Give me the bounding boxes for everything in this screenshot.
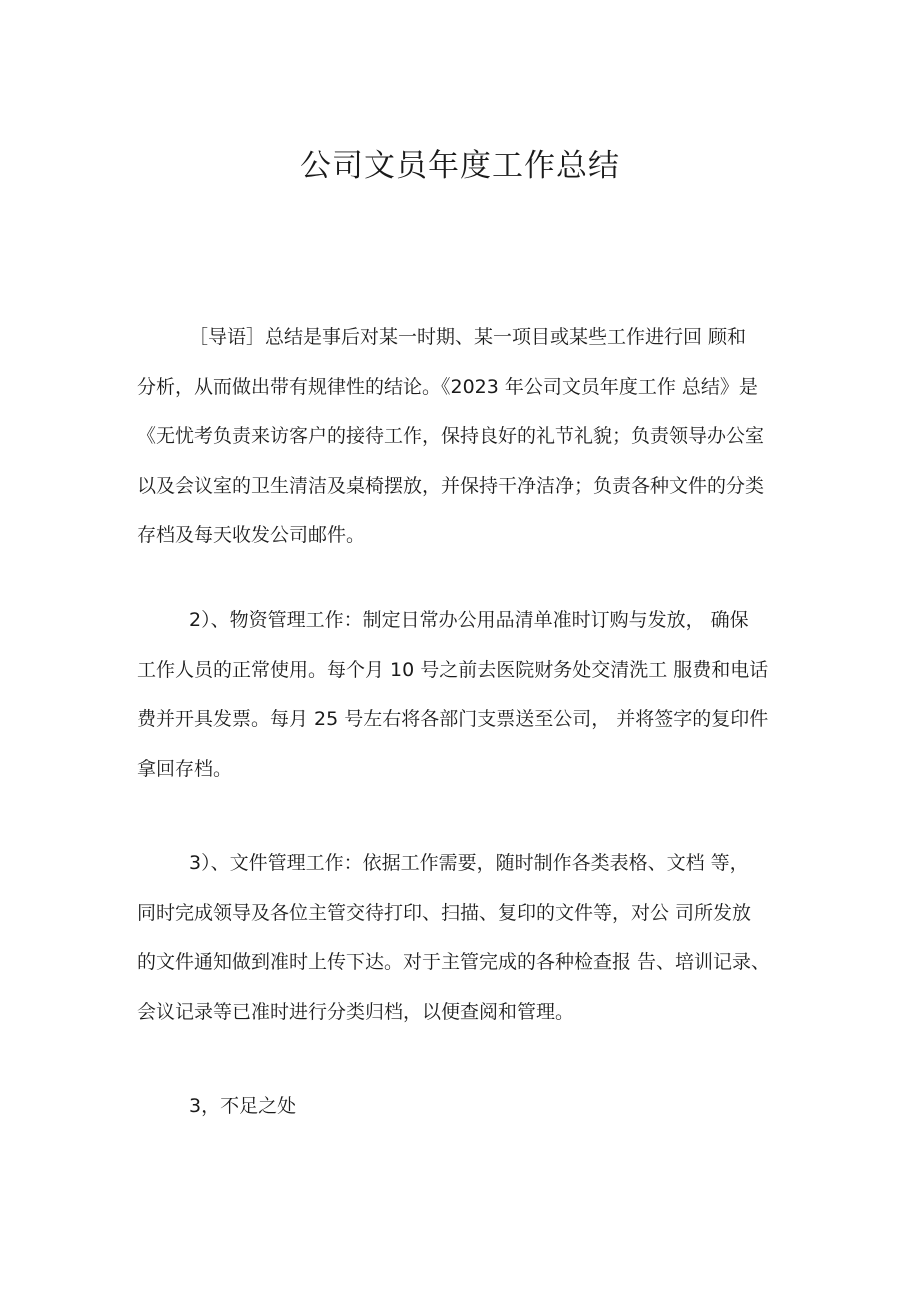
paragraph-line: 同时完成领导及各位主管交待打印、扫描、复印的文件等，对公 司所发放 <box>137 901 752 924</box>
paragraph-line: 费并开具发票。每月 25 号左右将各部门支票送至公司， 并将签字的复印件 <box>137 708 769 730</box>
paragraph-shortcomings <box>137 1082 802 1132</box>
paragraph-intro <box>137 313 802 561</box>
paragraph-documents <box>137 839 802 1037</box>
paragraph-materials <box>137 596 802 794</box>
paragraph-line: 3）、文件管理工作：依据工作需要，随时制作各类表格、文档 等， <box>189 852 749 874</box>
paragraph-line: 存档及每天收发公司邮件。 <box>137 524 366 546</box>
paragraph-line: 分析，从而做出带有规律性的结论。《2023 年公司文员年度工作 总结》是 <box>137 375 758 398</box>
document-title: 公司文员年度工作总结 <box>300 148 620 184</box>
section-heading: 3，不足之处 <box>189 1095 297 1117</box>
paragraph-line: 工作人员的正常使用。每个月 10 号之前去医院财务处交清洗工 服费和电话 <box>137 658 769 681</box>
paragraph-line: 拿回存档。 <box>137 757 233 780</box>
paragraph-line: 以及会议室的卫生清洁及桌椅摆放，并保持干净洁净；负责各种文件的分类 <box>137 474 765 497</box>
paragraph-line: 《无忧考负责来访客户的接待工作，保持良好的礼节礼貌；负责领导办公室 <box>137 425 765 447</box>
paragraph-line: 的文件通知做到准时上传下达。对于主管完成的各种检查报 告、培训记录、 <box>137 951 771 973</box>
paragraph-line: 会议记录等已准时进行分类归档，以便查阅和管理。 <box>137 1000 575 1023</box>
paragraph-line: 2）、物资管理工作：制定日常办公用品清单准时订购与发放， 确保 <box>189 609 749 631</box>
paragraph-line: ［导语］总结是事后对某一时期、某一项目或某些工作进行回 顾和 <box>189 326 747 348</box>
